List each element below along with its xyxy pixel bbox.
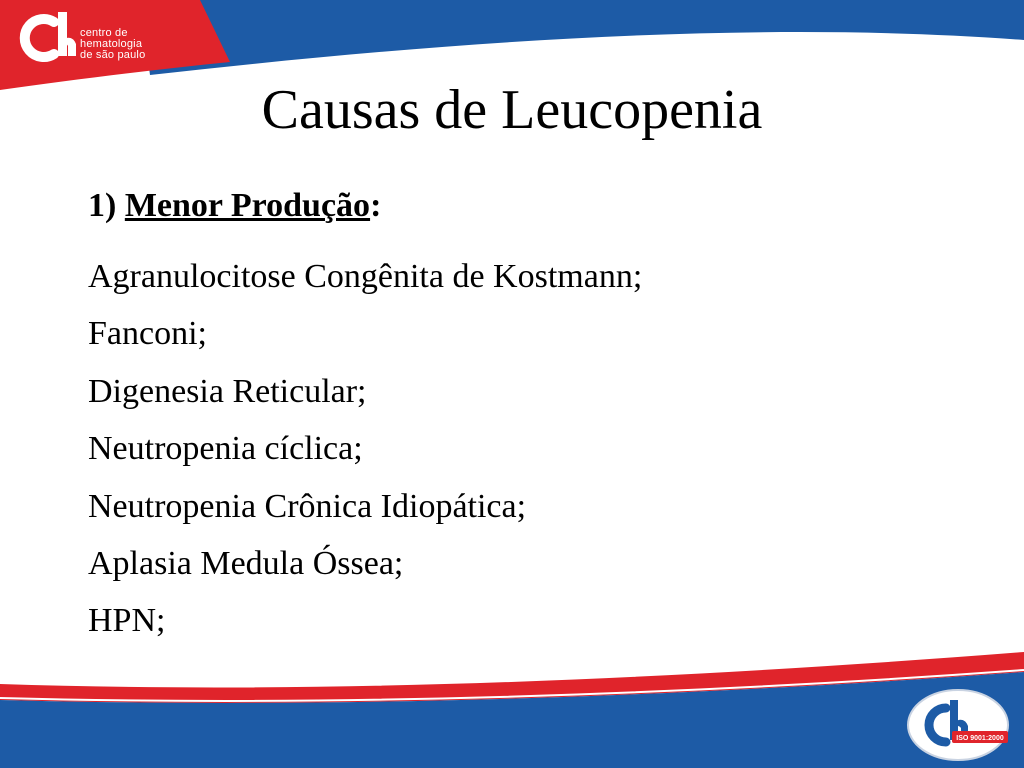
iso-seal-logo: [906, 688, 1010, 762]
top-blue-band: [140, 0, 1024, 75]
slide-title: Causas de Leucopenia: [261, 79, 763, 141]
ch-logo-icon: [14, 6, 78, 70]
list-item: Agranulocitose Congênita de Kostmann;: [88, 258, 643, 295]
brand-logo[interactable]: [14, 6, 214, 72]
brand-line-1: centro de: [80, 27, 128, 39]
brand-line-3: de são paulo: [80, 49, 146, 61]
brand-line-2: hematologia: [80, 38, 143, 50]
section-heading-text: Menor Produção: [124, 187, 371, 224]
list-item: Aplasia Medula Óssea;: [88, 545, 404, 583]
section-colon: :: [370, 187, 382, 224]
list-item: HPN;: [88, 602, 166, 640]
list-item: Neutropenia Crônica Idiopática;: [88, 487, 527, 525]
list-item: Fanconi;: [88, 315, 207, 353]
seal-text: ISO 9001:2000: [956, 735, 1004, 742]
section-heading: [88, 184, 381, 228]
list-item: Digenesia Reticular;: [88, 372, 367, 410]
section-number: 1): [88, 187, 117, 224]
causes-list: [88, 248, 642, 650]
list-item: Neutropenia cíclica;: [88, 430, 363, 468]
brand-name: [80, 28, 145, 61]
